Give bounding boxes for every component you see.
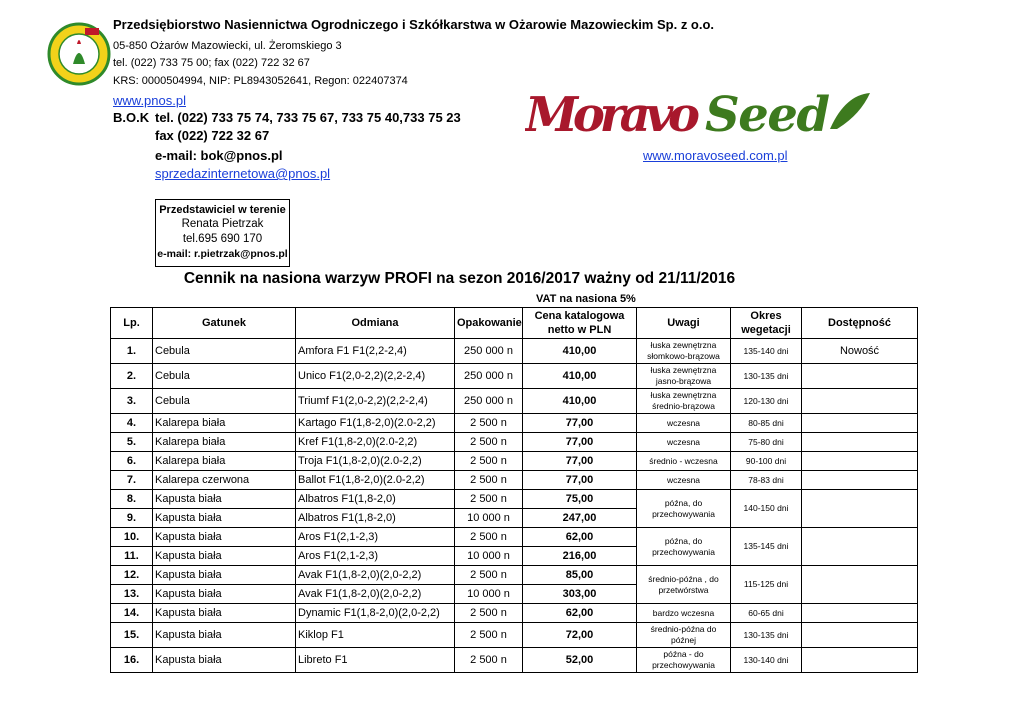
cell-odmiana: Albatros F1(1,8-2,0) — [296, 490, 455, 509]
cell-okres: 130-140 dni — [731, 648, 802, 673]
col-header-cena — [523, 308, 637, 339]
cell-odmiana: Kref F1(1,8-2,0)(2.0-2,2) — [296, 433, 455, 452]
table-row — [111, 452, 918, 471]
cell-uwagi: łuska zewnętrzna słomkowo-brązowa — [637, 339, 731, 364]
col-header-uwagi: Uwagi — [637, 308, 731, 339]
cell-uwagi: wczesna — [637, 471, 731, 490]
cell-cena: 72,00 — [523, 623, 637, 648]
company-name: Przedsiębiorstwo Nasiennictwa Ogrodniczego i Szkółkarstwa w Ożarowie Mazowieckim Sp. z o.o. — [113, 17, 715, 32]
cell-odmiana: Albatros F1(1,8-2,0) — [296, 509, 455, 528]
cell-opakowanie: 2 500 n — [455, 566, 523, 585]
cell-okres: 90-100 dni — [731, 452, 802, 471]
cell-okres: 130-135 dni — [731, 623, 802, 648]
cell-lp: 8. — [111, 490, 153, 509]
cell-opakowanie: 2 500 n — [455, 490, 523, 509]
bok-phones: tel. (022) 733 75 74, 733 75 67, 733 75 40,733 75 23 — [155, 110, 461, 125]
cell-cena: 247,00 — [523, 509, 637, 528]
company-phone-fax: tel. (022) 733 75 00; fax (022) 722 32 67 — [113, 57, 310, 69]
company-website-link[interactable]: www.pnos.pl — [113, 93, 186, 108]
cell-lp: 3. — [111, 389, 153, 414]
col-header-dostepnosc: Dostępność — [802, 308, 918, 339]
cell-opakowanie: 10 000 n — [455, 547, 523, 566]
cell-opakowanie: 2 500 n — [455, 604, 523, 623]
cell-dostepnosc — [802, 414, 918, 433]
moravoseed-website-link[interactable]: www.moravoseed.com.pl — [643, 148, 788, 163]
cell-okres: 140-150 dni — [731, 490, 802, 528]
cell-dostepnosc — [802, 648, 918, 673]
bok-label: B.O.K — [113, 110, 150, 125]
cell-cena: 77,00 — [523, 471, 637, 490]
cell-okres: 80-85 dni — [731, 414, 802, 433]
cell-odmiana: Libreto F1 — [296, 648, 455, 673]
price-table — [110, 307, 918, 673]
cell-dostepnosc: Nowość — [802, 339, 918, 364]
cell-odmiana: Avak F1(1,8-2,0)(2,0-2,2) — [296, 585, 455, 604]
cell-opakowanie: 2 500 n — [455, 452, 523, 471]
cell-uwagi: późna, do przechowywania — [637, 490, 731, 528]
cell-dostepnosc — [802, 604, 918, 623]
cell-lp: 2. — [111, 364, 153, 389]
cell-gatunek: Kapusta biała — [153, 604, 296, 623]
cell-gatunek: Kapusta biała — [153, 566, 296, 585]
table-row — [111, 433, 918, 452]
cell-opakowanie: 2 500 n — [455, 433, 523, 452]
col-header-lp: Lp. — [111, 308, 153, 339]
table-row — [111, 339, 918, 364]
cell-opakowanie: 2 500 n — [455, 648, 523, 673]
vat-note: VAT na nasiona 5% — [536, 293, 636, 305]
cell-gatunek: Kalarepa biała — [153, 433, 296, 452]
cell-opakowanie: 2 500 n — [455, 528, 523, 547]
cell-opakowanie: 2 500 n — [455, 414, 523, 433]
price-list-title: Cennik na nasiona warzyw PROFI na sezon 2016/2017 ważny od 21/11/2016 — [183, 270, 736, 287]
bok-email: e-mail: bok@pnos.pl — [155, 148, 283, 163]
cell-okres: 60-65 dni — [731, 604, 802, 623]
cell-gatunek: Kalarepa biała — [153, 452, 296, 471]
cell-lp: 6. — [111, 452, 153, 471]
cell-gatunek: Kalarepa czerwona — [153, 471, 296, 490]
cell-lp: 10. — [111, 528, 153, 547]
sales-email-link[interactable]: sprzedazinternetowa@pnos.pl — [155, 166, 331, 181]
cell-okres: 78-83 dni — [731, 471, 802, 490]
col-header-gatunek: Gatunek — [153, 308, 296, 339]
cell-uwagi: wczesna — [637, 414, 731, 433]
table-header-row — [111, 308, 918, 339]
cell-lp: 15. — [111, 623, 153, 648]
cell-cena: 77,00 — [523, 433, 637, 452]
cell-opakowanie: 10 000 n — [455, 585, 523, 604]
cell-okres: 115-125 dni — [731, 566, 802, 604]
table-row — [111, 471, 918, 490]
col-header-okres-line1: Okres — [750, 310, 782, 322]
cell-gatunek: Cebula — [153, 389, 296, 414]
cell-cena: 410,00 — [523, 339, 637, 364]
cell-odmiana: Amfora F1 F1(2,2-2,4) — [296, 339, 455, 364]
cell-opakowanie: 250 000 n — [455, 364, 523, 389]
cell-odmiana: Aros F1(2,1-2,3) — [296, 528, 455, 547]
cell-gatunek: Kapusta biała — [153, 623, 296, 648]
cell-cena: 410,00 — [523, 389, 637, 414]
cell-dostepnosc — [802, 490, 918, 528]
cell-uwagi: łuska zewnętrzna średnio-brązowa — [637, 389, 731, 414]
cell-lp: 12. — [111, 566, 153, 585]
table-row — [111, 648, 918, 673]
cell-lp: 14. — [111, 604, 153, 623]
col-header-odmiana: Odmiana — [296, 308, 455, 339]
cell-uwagi: łuska zewnętrzna jasno-brązowa — [637, 364, 731, 389]
cell-dostepnosc — [802, 389, 918, 414]
cell-dostepnosc — [802, 433, 918, 452]
cell-cena: 303,00 — [523, 585, 637, 604]
cell-opakowanie: 250 000 n — [455, 339, 523, 364]
cell-dostepnosc — [802, 623, 918, 648]
cell-gatunek: Kapusta biała — [153, 528, 296, 547]
col-header-okres — [731, 308, 802, 339]
table-row — [111, 389, 918, 414]
table-row — [111, 566, 918, 585]
representative-phone: tel.695 690 170 — [182, 233, 263, 245]
cell-odmiana: Dynamic F1(1,8-2,0)(2,0-2,2) — [296, 604, 455, 623]
representative-box — [155, 199, 290, 267]
cell-okres: 135-145 dni — [731, 528, 802, 566]
cell-uwagi: późna - do przechowywania — [637, 648, 731, 673]
cell-uwagi: średnio - wczesna — [637, 452, 731, 471]
col-header-cena-line2: netto w PLN — [547, 324, 612, 336]
company-address: 05-850 Ożarów Mazowiecki, ul. Żeromskiego 3 — [113, 40, 342, 52]
cell-opakowanie: 10 000 n — [455, 509, 523, 528]
representative-title: Przedstawiciel w terenie — [159, 204, 286, 216]
cell-cena: 52,00 — [523, 648, 637, 673]
cell-gatunek: Kapusta biała — [153, 585, 296, 604]
cell-lp: 11. — [111, 547, 153, 566]
cell-cena: 62,00 — [523, 528, 637, 547]
cell-gatunek: Kapusta biała — [153, 509, 296, 528]
cell-okres: 120-130 dni — [731, 389, 802, 414]
cell-odmiana: Unico F1(2,0-2,2)(2,2-2,4) — [296, 364, 455, 389]
moravoseed-logo — [525, 85, 875, 145]
cell-cena: 75,00 — [523, 490, 637, 509]
cell-gatunek: Kapusta biała — [153, 490, 296, 509]
col-header-opakowanie: Opakowanie — [455, 308, 523, 339]
cell-opakowanie: 2 500 n — [455, 471, 523, 490]
cell-dostepnosc — [802, 471, 918, 490]
cell-lp: 1. — [111, 339, 153, 364]
cell-dostepnosc — [802, 364, 918, 389]
table-row — [111, 364, 918, 389]
cell-cena: 410,00 — [523, 364, 637, 389]
cell-uwagi: późna, do przechowywania — [637, 528, 731, 566]
cell-uwagi: średnio-późna do późnej — [637, 623, 731, 648]
table-row — [111, 623, 918, 648]
cell-lp: 7. — [111, 471, 153, 490]
bok-fax: fax (022) 722 32 67 — [155, 128, 270, 143]
cell-odmiana: Ballot F1(1,8-2,0)(2.0-2,2) — [296, 471, 455, 490]
table-row — [111, 414, 918, 433]
col-header-cena-line1: Cena katalogowa — [534, 310, 625, 322]
cell-odmiana: Troja F1(1,8-2,0)(2.0-2,2) — [296, 452, 455, 471]
cell-odmiana: Kartago F1(1,8-2,0)(2.0-2,2) — [296, 414, 455, 433]
cell-gatunek: Cebula — [153, 339, 296, 364]
cell-cena: 62,00 — [523, 604, 637, 623]
cell-gatunek: Kapusta biała — [153, 547, 296, 566]
svg-text:Moravo: Moravo — [525, 87, 700, 143]
company-registry: KRS: 0000504994, NIP: PL8943052641, Regon: 022407374 — [113, 75, 408, 87]
cell-cena: 85,00 — [523, 566, 637, 585]
cell-gatunek: Cebula — [153, 364, 296, 389]
cell-odmiana: Aros F1(2,1-2,3) — [296, 547, 455, 566]
table-row — [111, 490, 918, 509]
cell-odmiana: Kiklop F1 — [296, 623, 455, 648]
cell-okres: 130-135 dni — [731, 364, 802, 389]
svg-text:Seed: Seed — [705, 87, 830, 143]
cell-lp: 9. — [111, 509, 153, 528]
cell-dostepnosc — [802, 528, 918, 566]
cell-uwagi: bardzo wczesna — [637, 604, 731, 623]
table-row — [111, 528, 918, 547]
cell-lp: 13. — [111, 585, 153, 604]
cell-odmiana: Triumf F1(2,0-2,2)(2,2-2,4) — [296, 389, 455, 414]
cell-uwagi: średnio-późna , do przetwórstwa — [637, 566, 731, 604]
cell-okres: 75-80 dni — [731, 433, 802, 452]
representative-email: e-mail: r.pietrzak@pnos.pl — [157, 248, 288, 260]
cell-gatunek: Kalarepa biała — [153, 414, 296, 433]
cell-dostepnosc — [802, 566, 918, 604]
cell-cena: 77,00 — [523, 452, 637, 471]
col-header-okres-line2: wegetacji — [741, 324, 791, 336]
cell-lp: 4. — [111, 414, 153, 433]
cell-okres: 135-140 dni — [731, 339, 802, 364]
cell-uwagi: wczesna — [637, 433, 731, 452]
cell-gatunek: Kapusta biała — [153, 648, 296, 673]
representative-name: Renata Pietrzak — [181, 218, 264, 230]
cell-dostepnosc — [802, 452, 918, 471]
company-seal-logo — [47, 22, 111, 86]
cell-opakowanie: 2 500 n — [455, 623, 523, 648]
cell-lp: 5. — [111, 433, 153, 452]
cell-cena: 77,00 — [523, 414, 637, 433]
cell-cena: 216,00 — [523, 547, 637, 566]
cell-lp: 16. — [111, 648, 153, 673]
table-row — [111, 604, 918, 623]
cell-odmiana: Avak F1(1,8-2,0)(2,0-2,2) — [296, 566, 455, 585]
cell-opakowanie: 250 000 n — [455, 389, 523, 414]
